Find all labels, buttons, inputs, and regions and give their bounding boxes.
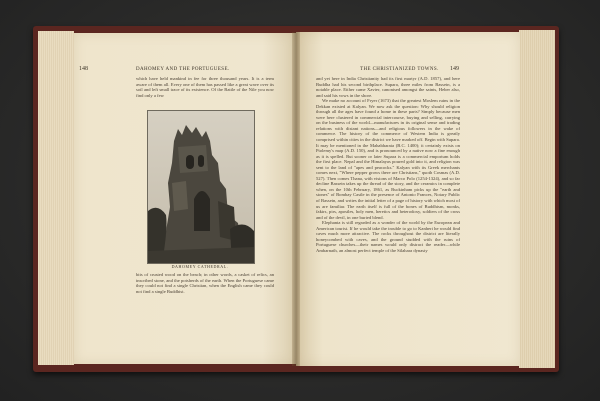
- left-bottom-paragraph: bits of crusted wood on the beach; in other words, a casket of relics, an inscribed stone, and the potsherds of the earth. When the Portuguese came they could not find a single Christian, when the English came they could not find a single Buddhist.: [136, 272, 274, 294]
- book-gutter: [292, 32, 300, 366]
- left-bottom-text: [136, 272, 274, 302]
- left-running-head: DAHOMEY AND THE PORTUGUESE.: [136, 67, 230, 72]
- right-paragraph-1: and yet here in India Christianity had its first martyr (A.D. 1857), and here Buddha had his second birthplace. Supara, three miles from Bassein, is a notable place. Either came Xavier, canonised amongst the saints, Heber also, and said his vows in the shore.: [316, 76, 460, 98]
- page-edges-left: [38, 31, 74, 365]
- right-paragraph-3: Elephanta is still regarded as a wonder of the world by the European and American tourist. If he would take the trouble to go to Kanheri he would find caves much more attractive. The rocks throughout the district are literally honeycombed with caves, and the ground studded with the ruins of Portuguese churches—their names would only distract the reader—while Ambarnath, an almost perfect temple of the Silahara dynasty: [316, 220, 460, 253]
- ruin-illustration: [148, 111, 254, 263]
- right-page-number: 149: [450, 66, 459, 72]
- right-running-head: THE CHRISTIANIZED TOWNS.: [360, 67, 439, 72]
- plate-caption: DAHOMEY CATHEDRAL.: [171, 264, 229, 269]
- cathedral-ruin-photograph: [147, 110, 255, 264]
- left-page-number: 148: [79, 66, 88, 72]
- page-edges-right: [519, 30, 555, 368]
- right-paragraph-2: We make no account of Fryer (1673) that the greatest Moslem ruins in the Dekkan existed at Kalyan. We now ask the question: Why should religion through all the ages have found a home in these parts? Simply because men were here clustered in commercial intercourse, buying and selling, carrying on the business of the world—manufactures in its original sense and trading relations with distant nations—and religious followers in the wake of commerce. The history of the commerce of Western India is greatly comprised within cities in the district we have marked off. Begin with Supara. It may be mentioned in the Mahabharata (B.C. 1400); it certainly exists on Ptolemy's map (A.D. 150), and is pronounced by a native now a fine enough as it is spelled. But sooner or later Supara is a commercial emporium holds the first place. Nepal and the Himalayas poured gold into it, and religion was sent to the land of "apes and peacocks." Kalyan with its Greek merchants comes next, "Where pepper grows there are Christians," quoth Cosmas (A.D. 527). Then comes Thana, with visions of Marco Polo (1254-1324), and so far decline Bassein takes up the thread of the story, and the ceramics in complete when, on the 10th February, 1861, as Buckinham picks up the "earth and stones" of Bombay Castle in the presence of Antonio Frances, Notary Public of Bassein, and writes the initial letter of a page of history with which most of us are familiar. The earth itself is full of the bones of Buddhism, monks, fakirs, pirs, apostles, holy men, heretics and heterodoxy, soldiers of the cross and of the devil, in one buried blend.: [316, 98, 460, 220]
- left-top-paragraph: which have held mankind in fee for three thousand years. It is a term aware of them all. Every one of them has passed like a great wave over its soil and left small trace of its existence. Of the Battle of the Nile you now find only a few: [136, 76, 274, 98]
- right-body-text: [316, 76, 460, 334]
- left-top-text: [136, 76, 274, 106]
